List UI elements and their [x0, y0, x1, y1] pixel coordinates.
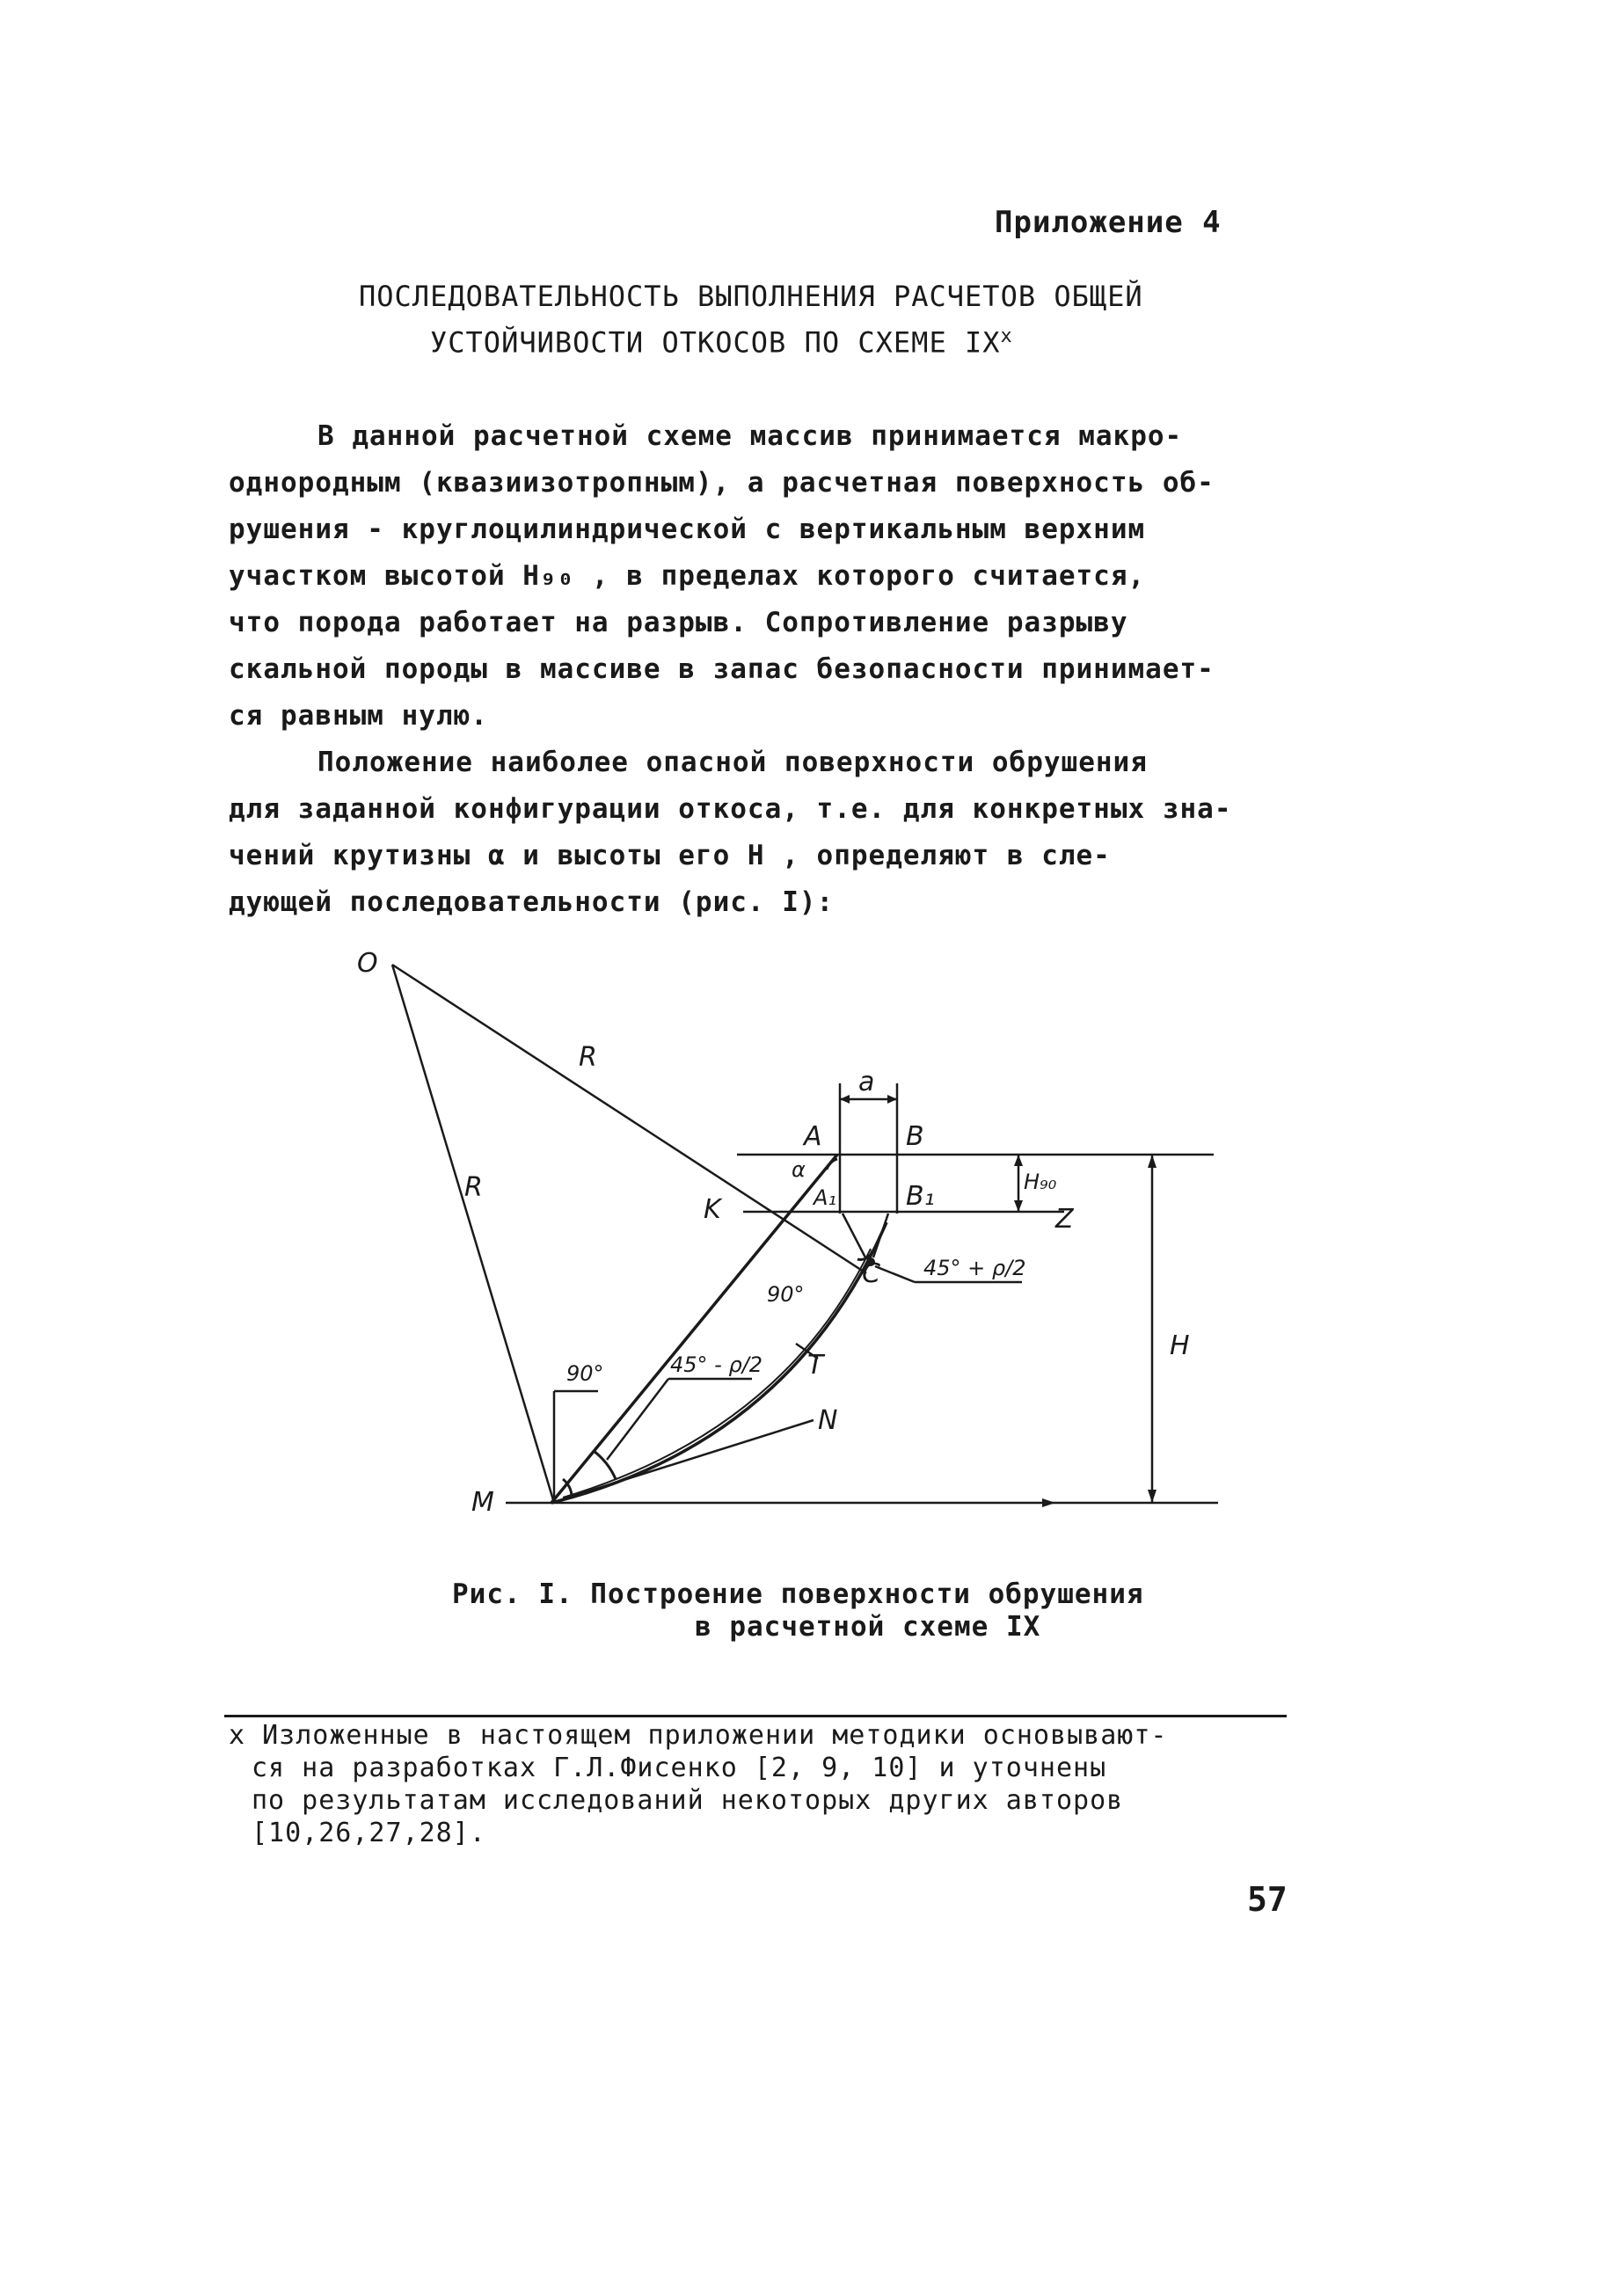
footnote-line: ся на разработках Г.Л.Фисенко [2, 9, 10] и уточнены — [252, 1753, 1107, 1783]
footnote-divider — [224, 1715, 1287, 1717]
arrowhead — [1148, 1490, 1157, 1503]
footnote-line: x Изложенные в настоящем приложении методики основывают- — [229, 1720, 1168, 1751]
arrowhead — [840, 1095, 850, 1104]
label-z: Z — [1055, 1204, 1074, 1235]
label-n: N — [818, 1405, 838, 1436]
label-t: T — [807, 1350, 824, 1381]
caption-line-2: в расчетной схеме IX — [695, 1611, 1041, 1643]
label-angle-plus: 45° + ρ/2 — [923, 1256, 1026, 1280]
label-90-upper: 90° — [767, 1282, 805, 1307]
arrowhead — [1014, 1200, 1023, 1212]
radius-line-oc — [392, 965, 866, 1273]
body-line: Положение наиболее опасной поверхности обрушения — [317, 747, 1148, 778]
page-number: 57 — [1247, 1880, 1288, 1919]
label-r-top: R — [579, 1042, 597, 1073]
body-line: чений крутизны α и высоты его H , определяют в сле- — [229, 840, 1111, 871]
title-line-2-text: УСТОЙЧИВОСТИ ОТКОСОВ ПО СХЕМЕ IX — [430, 325, 1001, 360]
label-alpha: α — [792, 1157, 806, 1182]
label-dim-a: a — [858, 1067, 875, 1097]
body-line: скальной породы в массиве в запас безопасности принимает- — [229, 653, 1215, 685]
body-line: В данной расчетной схеме массив принимается макро- — [317, 420, 1183, 452]
body-line: участком высотой H₉₀ , в пределах которого считается, — [229, 560, 1146, 592]
label-h90: H₉₀ — [1024, 1170, 1057, 1194]
body-line: дующей последовательности (рис. I): — [229, 886, 835, 918]
angle-arc-a — [827, 1159, 837, 1170]
arrowhead — [1042, 1498, 1055, 1507]
arrowhead — [1014, 1155, 1023, 1166]
label-a1: A₁ — [814, 1185, 837, 1210]
footnote-line: по результатам исследований некоторых других авторов — [252, 1785, 1124, 1816]
label-o: O — [357, 948, 378, 979]
crack-line-right — [873, 1214, 888, 1257]
label-c: C — [862, 1258, 880, 1289]
tangent-line-mn — [551, 1420, 814, 1503]
crack-line-left — [843, 1214, 866, 1259]
angle-arc-m-large — [594, 1451, 616, 1479]
label-90-lower: 90° — [566, 1361, 604, 1386]
body-line: ся равным нулю. — [229, 700, 488, 732]
footnote-line: [10,26,27,28]. — [252, 1818, 486, 1848]
arrowhead — [1148, 1155, 1157, 1168]
caption-line-1: Рис. I. Построение поверхности обрушения — [452, 1578, 1144, 1610]
label-a: A — [804, 1121, 822, 1152]
angle-leader-line — [875, 1266, 915, 1282]
label-k: K — [704, 1194, 721, 1225]
label-b: B — [906, 1121, 924, 1152]
appendix-label: Приложение 4 — [995, 205, 1222, 240]
label-m: M — [471, 1487, 494, 1518]
label-r-left: R — [464, 1172, 483, 1203]
body-line: рушения - круглоцилиндрической с вертикальным верхним — [229, 514, 1146, 545]
label-b1: B₁ — [906, 1181, 935, 1212]
angle-minus-leader — [607, 1379, 668, 1460]
label-angle-minus: 45° - ρ/2 — [670, 1352, 763, 1377]
title-line-1: ПОСЛЕДОВАТЕЛЬНОСТЬ ВЫПОЛНЕНИЯ РАСЧЕТОВ ОБЩЕЙ — [359, 280, 1143, 313]
body-line: что порода работает на разрыв. Сопротивление разрыву — [229, 607, 1128, 638]
body-line: однородным (квазиизотропным), а расчетная поверхность об- — [229, 467, 1215, 499]
arrowhead — [887, 1095, 897, 1104]
radius-line-om — [392, 965, 554, 1503]
title-footnote-mark: x — [1000, 325, 1013, 347]
body-line: для заданной конфигурации откоса, т.е. для конкретных зна- — [229, 793, 1232, 825]
label-h: H — [1170, 1330, 1190, 1361]
